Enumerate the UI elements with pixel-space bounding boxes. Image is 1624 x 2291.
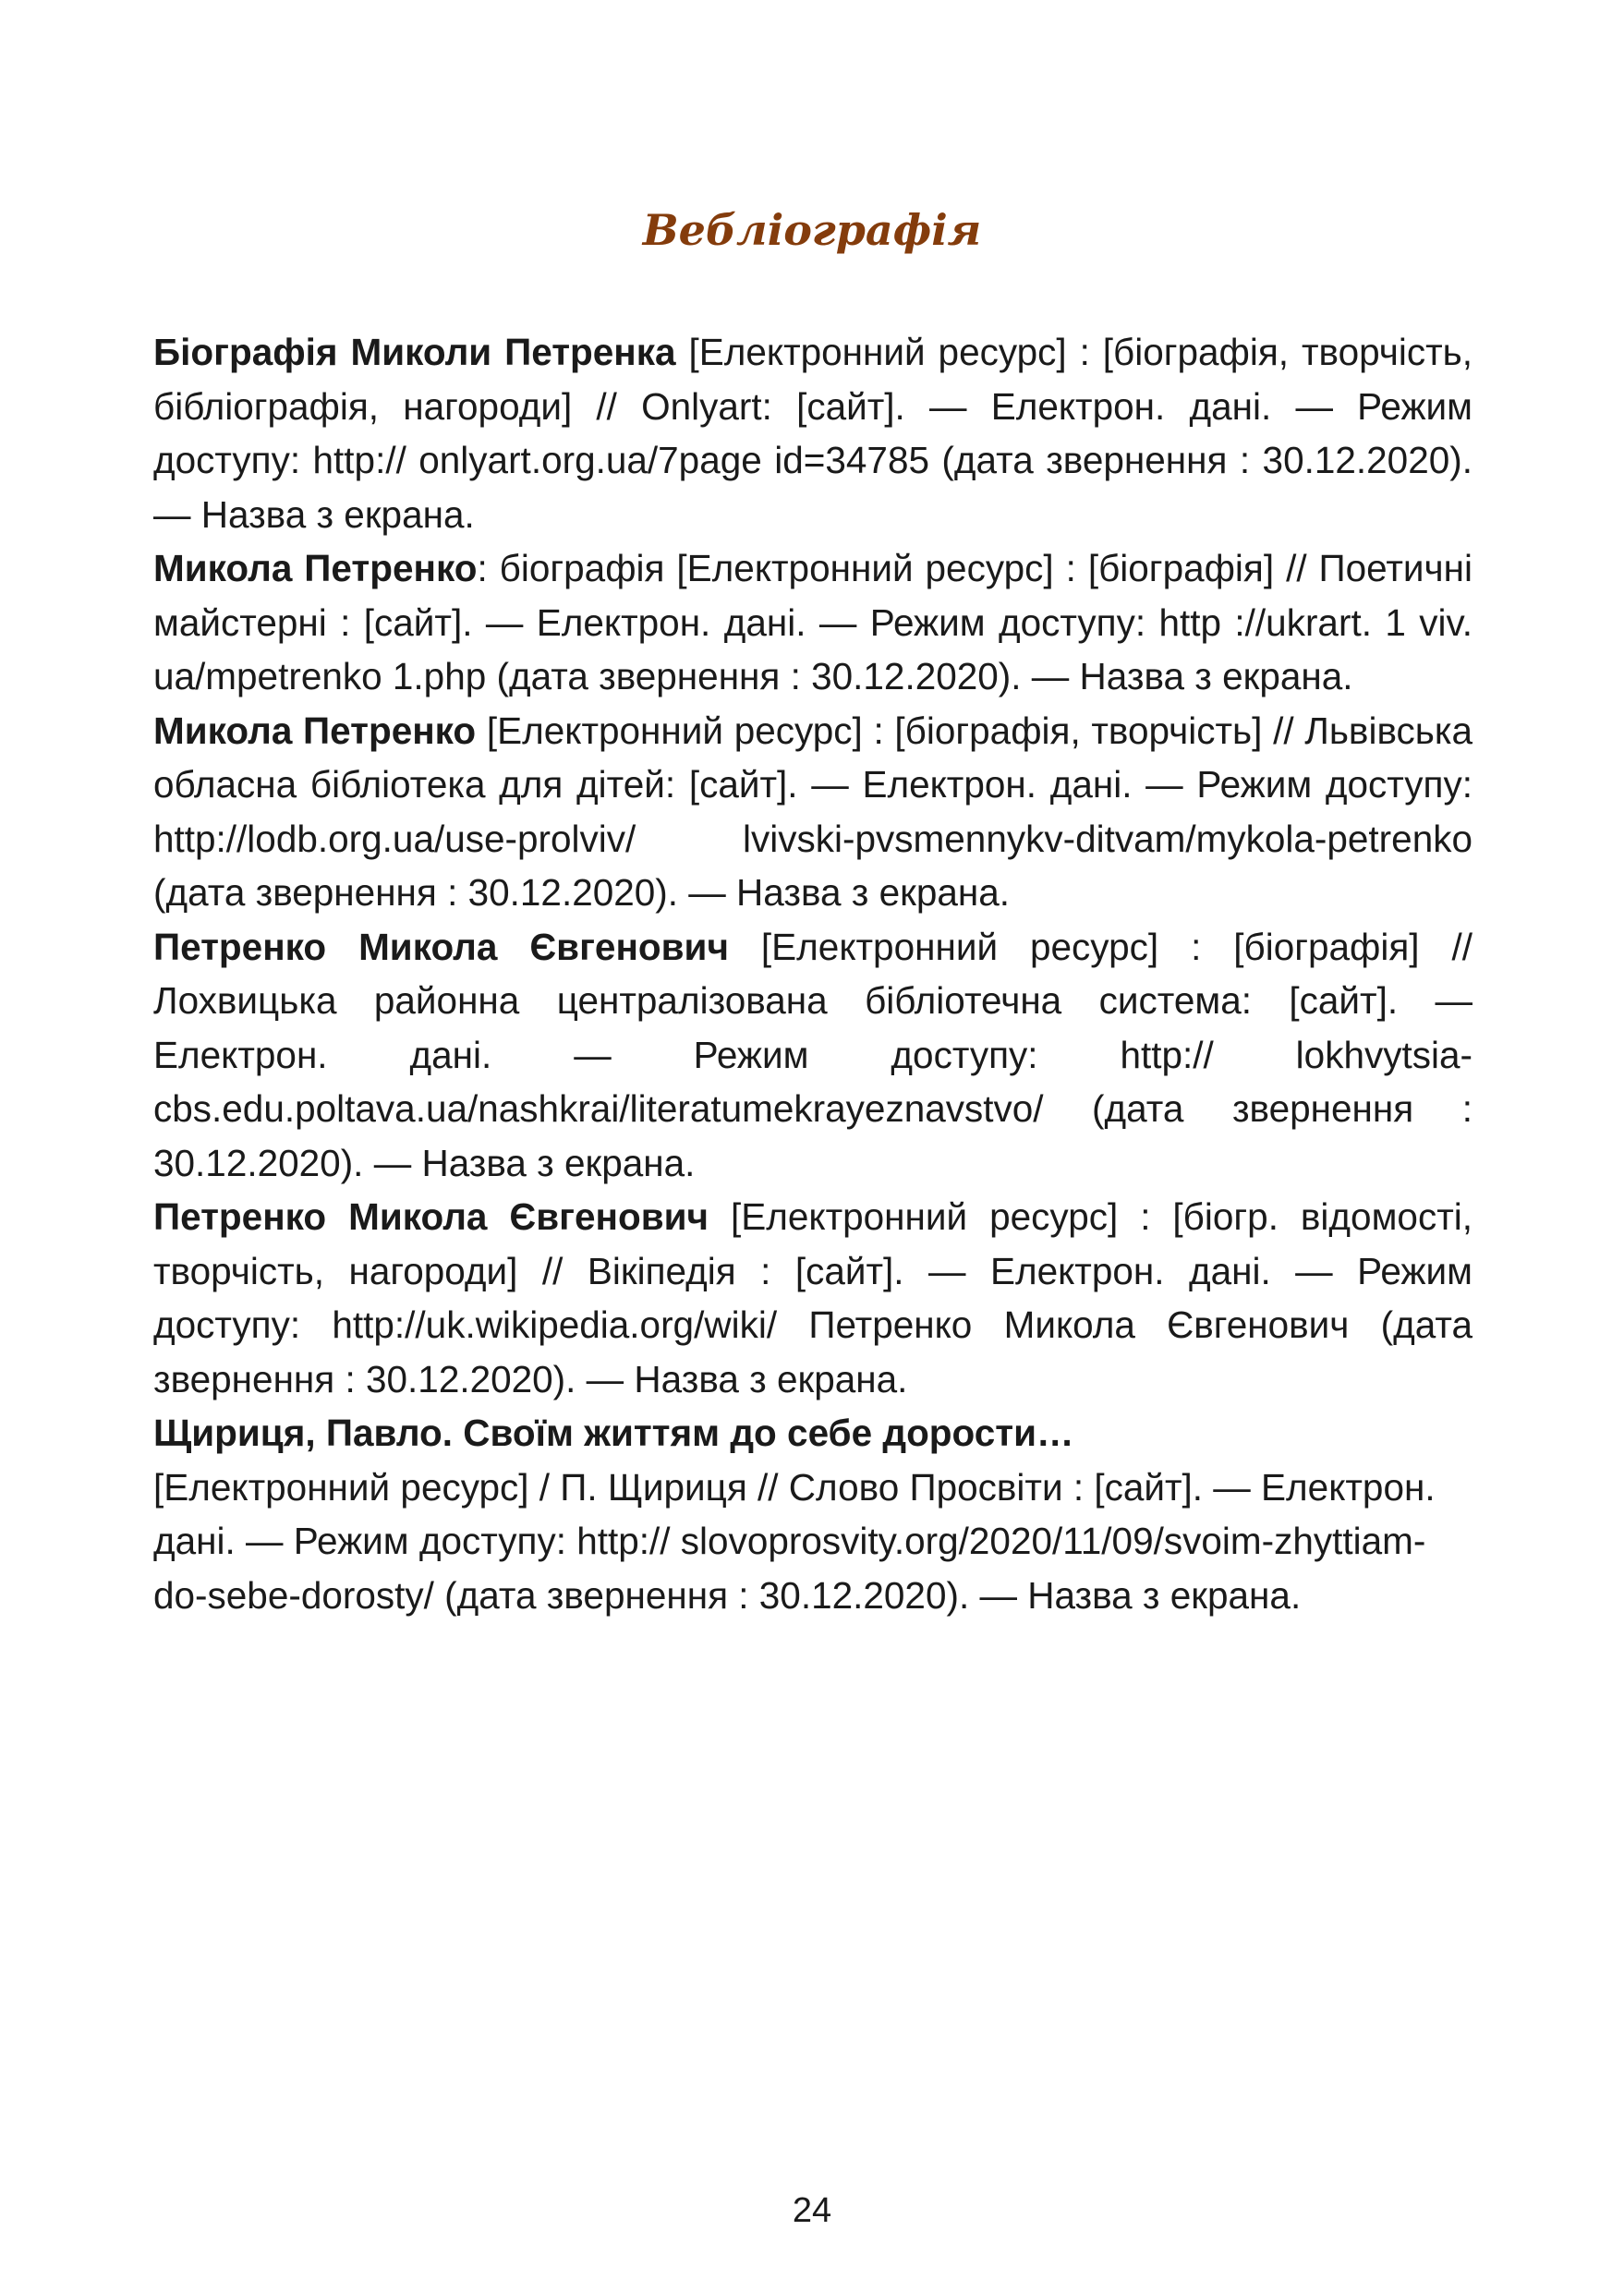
entry-heading: Микола Петренко xyxy=(153,709,477,752)
entry-heading: Біографія Миколи Петренка xyxy=(153,331,676,373)
bibliography-entry xyxy=(153,541,1473,704)
entry-heading: Петренко Микола Євгенович xyxy=(153,1195,709,1238)
bibliography-entry xyxy=(153,920,1473,1191)
page-number: 24 xyxy=(792,2191,832,2230)
bibliography-entry xyxy=(153,1406,1473,1622)
entry-text: [Електронний ресурс] : [біографія, творчість, бібліографія, нагороди] // Onlyart: [сайт]. — Електрон. дані. — Режим доступу: http:// onlyart.org.ua/7page id=34785 (дата звернення : 30.12.2020). — Назва з екрана. xyxy=(153,331,1473,536)
bibliography-list xyxy=(153,325,1473,1622)
entry-text: [Електронний ресурс] : [біографія, творчість] // Львівська обласна бібліотека для дітей: [сайт]. — Електрон. дані. — Режим доступу: http://lodb.org.ua/use-prolviv/ lvivski-pvsmennykv-ditvam/mykola-petrenko (дата звернення : 30.12.2020). — Назва з екрана. xyxy=(153,709,1473,914)
bibliography-entry xyxy=(153,704,1473,920)
entry-text: [Електронний ресурс] : [біографія] // Лохвицька районна централізована бібліотечна система: [сайт]. — Електрон. дані. — Режим доступу: http:// lokhvytsia-cbs.edu.poltava.ua/nashkrai/literatumekrayeznavstvo/ (дата звернення : 30.12.2020). — Назва з екрана. xyxy=(153,925,1473,1184)
entry-heading: Петренко Микола Євгенович xyxy=(153,925,729,968)
entry-heading: Микола Петренко xyxy=(153,547,478,589)
entry-text: [Електронний ресурс] / П. Щириця // Слово Просвіти : [сайт]. — Електрон. дані. — Режим доступу: http:// slovoprosvity.org/2020/11/09/svoim-zhyttiam-do-sebe-dorosty/ (дата звернення : 30.12.2020). — Назва з екрана. xyxy=(153,1465,1436,1617)
entry-text: [Електронний ресурс] : [біогр. відомості, творчість, нагороди] // Вікіпедія : [сайт]. — Електрон. дані. — Режим доступу: http://uk.wikipedia.org/wiki/ Петренко Микола Євгенович (дата звернення : 30.12.2020). — Назва з екрана. xyxy=(153,1195,1473,1400)
bibliography-entry xyxy=(153,325,1473,541)
page-title: Вебліографія xyxy=(642,205,982,255)
bibliography-entry xyxy=(153,1190,1473,1406)
entry-heading: Щириця, Павло. Своїм життям до себе дорости… xyxy=(153,1412,1074,1454)
entry-text: : біографія [Електронний ресурс] : [біографія] // Поетичні майстерні : [сайт]. — Електрон. дані. — Режим доступу: http ://ukrart. 1 viv. ua/mpetrenko 1.php (дата звернення : 30.12.2020). — Назва з екрана. xyxy=(153,547,1473,697)
